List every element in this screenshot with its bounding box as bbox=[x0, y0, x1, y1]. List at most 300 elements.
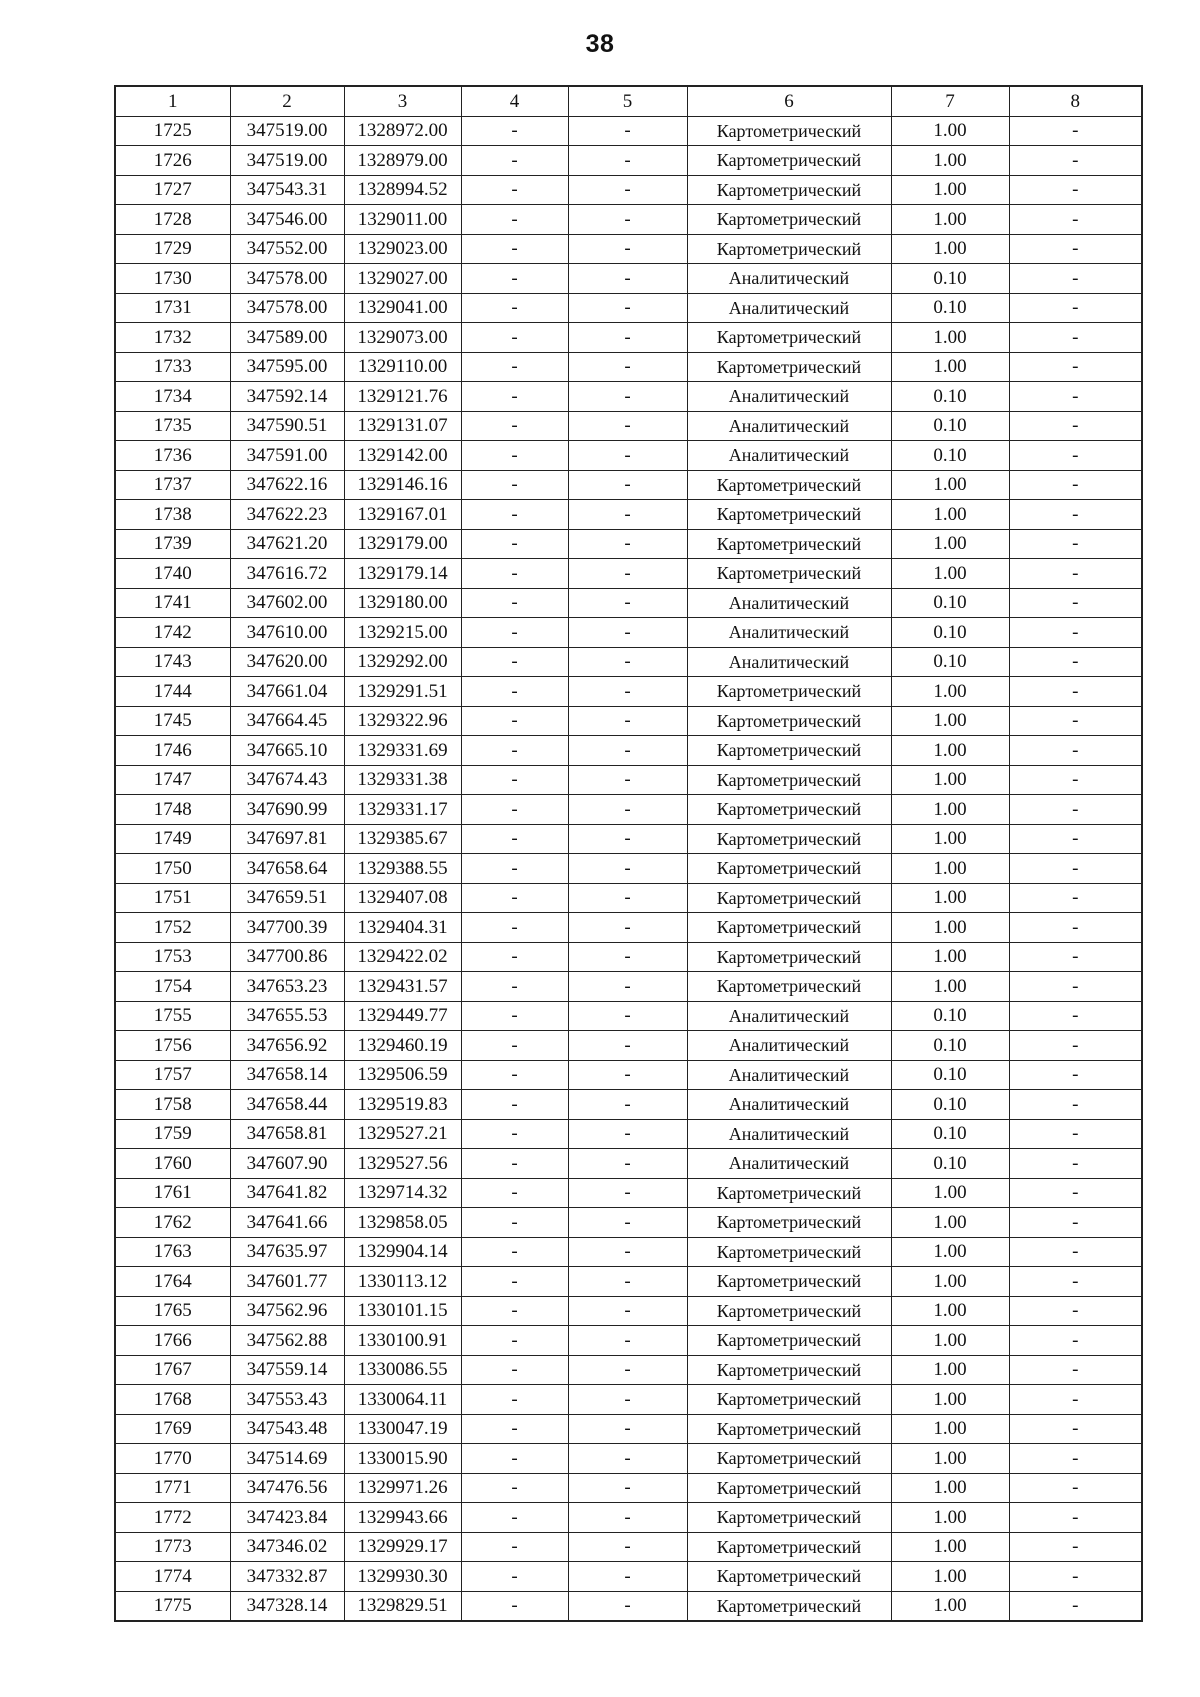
table-cell-col-1: 1769 bbox=[115, 1414, 230, 1444]
table-cell-col-5: - bbox=[568, 795, 687, 825]
table-cell-col-2: 347476.56 bbox=[230, 1473, 344, 1503]
table-cell-col-7: 1.00 bbox=[891, 1532, 1009, 1562]
table-cell-col-3: 1329929.17 bbox=[344, 1532, 461, 1562]
table-cell-col-2: 347592.14 bbox=[230, 382, 344, 412]
table-cell-col-4: - bbox=[461, 1414, 568, 1444]
table-cell-col-3: 1328979.00 bbox=[344, 146, 461, 176]
table-cell-col-3: 1328994.52 bbox=[344, 175, 461, 205]
table-cell-col-1: 1725 bbox=[115, 116, 230, 146]
table-cell-col-3: 1329180.00 bbox=[344, 588, 461, 618]
table-cell-col-4: - bbox=[461, 116, 568, 146]
table-cell-col-5: - bbox=[568, 913, 687, 943]
table-cell-col-1: 1766 bbox=[115, 1326, 230, 1356]
table-cell-col-7: 1.00 bbox=[891, 559, 1009, 589]
table-cell-col-6: Картометрический bbox=[687, 942, 891, 972]
table-cell-col-7: 1.00 bbox=[891, 234, 1009, 264]
table-cell-col-8: - bbox=[1009, 1001, 1142, 1031]
table-row bbox=[115, 352, 1142, 382]
table-header-row bbox=[115, 86, 1142, 116]
table-row bbox=[115, 205, 1142, 235]
table-cell-col-2: 347664.45 bbox=[230, 706, 344, 736]
table-cell-col-7: 0.10 bbox=[891, 441, 1009, 471]
table-cell-col-7: 1.00 bbox=[891, 1562, 1009, 1592]
table-cell-col-2: 347659.51 bbox=[230, 883, 344, 913]
table-cell-col-2: 347641.82 bbox=[230, 1178, 344, 1208]
table-cell-col-5: - bbox=[568, 1149, 687, 1179]
table-cell-col-8: - bbox=[1009, 1473, 1142, 1503]
table-cell-col-5: - bbox=[568, 1473, 687, 1503]
table-cell-col-2: 347658.64 bbox=[230, 854, 344, 884]
table-cell-col-4: - bbox=[461, 1355, 568, 1385]
table-cell-col-3: 1330015.90 bbox=[344, 1444, 461, 1474]
table-row bbox=[115, 913, 1142, 943]
table-cell-col-3: 1329904.14 bbox=[344, 1237, 461, 1267]
table-row bbox=[115, 824, 1142, 854]
table-cell-col-8: - bbox=[1009, 854, 1142, 884]
table-row bbox=[115, 1267, 1142, 1297]
table-cell-col-5: - bbox=[568, 293, 687, 323]
table-row bbox=[115, 677, 1142, 707]
table-cell-col-8: - bbox=[1009, 1532, 1142, 1562]
table-cell-col-1: 1756 bbox=[115, 1031, 230, 1061]
table-cell-col-4: - bbox=[461, 1562, 568, 1592]
table-cell-col-7: 1.00 bbox=[891, 529, 1009, 559]
table-cell-col-2: 347519.00 bbox=[230, 116, 344, 146]
table-cell-col-8: - bbox=[1009, 1208, 1142, 1238]
table-cell-col-7: 1.00 bbox=[891, 1267, 1009, 1297]
table-cell-col-5: - bbox=[568, 736, 687, 766]
table-cell-col-1: 1749 bbox=[115, 824, 230, 854]
table-cell-col-8: - bbox=[1009, 972, 1142, 1002]
table-row bbox=[115, 1090, 1142, 1120]
table-cell-col-3: 1329331.17 bbox=[344, 795, 461, 825]
table-cell-col-2: 347658.14 bbox=[230, 1060, 344, 1090]
table-cell-col-7: 1.00 bbox=[891, 854, 1009, 884]
table-row bbox=[115, 293, 1142, 323]
table-cell-col-7: 1.00 bbox=[891, 942, 1009, 972]
table-cell-col-3: 1329322.96 bbox=[344, 706, 461, 736]
table-cell-col-3: 1329714.32 bbox=[344, 1178, 461, 1208]
table-cell-col-7: 1.00 bbox=[891, 500, 1009, 530]
table-cell-col-2: 347514.69 bbox=[230, 1444, 344, 1474]
table-cell-col-4: - bbox=[461, 765, 568, 795]
table-cell-col-7: 1.00 bbox=[891, 470, 1009, 500]
table-cell-col-7: 1.00 bbox=[891, 972, 1009, 1002]
table-cell-col-1: 1726 bbox=[115, 146, 230, 176]
page-number: 38 bbox=[585, 30, 615, 58]
table-cell-col-5: - bbox=[568, 1267, 687, 1297]
table-row bbox=[115, 883, 1142, 913]
table-cell-col-8: - bbox=[1009, 1562, 1142, 1592]
table-cell-col-6: Картометрический bbox=[687, 352, 891, 382]
table-cell-col-7: 1.00 bbox=[891, 1444, 1009, 1474]
table-cell-col-7: 0.10 bbox=[891, 382, 1009, 412]
table-cell-col-7: 0.10 bbox=[891, 1119, 1009, 1149]
table-cell-col-4: - bbox=[461, 1532, 568, 1562]
table-cell-col-8: - bbox=[1009, 411, 1142, 441]
table-cell-col-6: Картометрический bbox=[687, 116, 891, 146]
table-cell-col-7: 0.10 bbox=[891, 293, 1009, 323]
table-cell-col-6: Картометрический bbox=[687, 500, 891, 530]
table-cell-col-3: 1329527.21 bbox=[344, 1119, 461, 1149]
table-cell-col-2: 347658.44 bbox=[230, 1090, 344, 1120]
table-cell-col-8: - bbox=[1009, 647, 1142, 677]
table-cell-col-3: 1329422.02 bbox=[344, 942, 461, 972]
table-cell-col-3: 1329404.31 bbox=[344, 913, 461, 943]
table-cell-col-2: 347620.00 bbox=[230, 647, 344, 677]
table-cell-col-2: 347665.10 bbox=[230, 736, 344, 766]
table-cell-col-5: - bbox=[568, 765, 687, 795]
table-cell-col-6: Аналитический bbox=[687, 411, 891, 441]
table-cell-col-7: 1.00 bbox=[891, 1355, 1009, 1385]
table-cell-col-7: 1.00 bbox=[891, 677, 1009, 707]
table-cell-col-2: 347607.90 bbox=[230, 1149, 344, 1179]
table-cell-col-5: - bbox=[568, 1178, 687, 1208]
table-cell-col-3: 1329385.67 bbox=[344, 824, 461, 854]
table-cell-col-8: - bbox=[1009, 1149, 1142, 1179]
table-cell-col-6: Картометрический bbox=[687, 972, 891, 1002]
table-cell-col-4: - bbox=[461, 1385, 568, 1415]
table-cell-col-8: - bbox=[1009, 942, 1142, 972]
table-cell-col-4: - bbox=[461, 795, 568, 825]
table-cell-col-2: 347622.23 bbox=[230, 500, 344, 530]
table-row bbox=[115, 1296, 1142, 1326]
table-row bbox=[115, 1208, 1142, 1238]
table-cell-col-5: - bbox=[568, 411, 687, 441]
table-cell-col-8: - bbox=[1009, 352, 1142, 382]
table-cell-col-6: Картометрический bbox=[687, 234, 891, 264]
table-cell-col-5: - bbox=[568, 588, 687, 618]
table-cell-col-3: 1329431.57 bbox=[344, 972, 461, 1002]
table-cell-col-7: 1.00 bbox=[891, 205, 1009, 235]
table-row bbox=[115, 588, 1142, 618]
table-cell-col-2: 347616.72 bbox=[230, 559, 344, 589]
table-cell-col-4: - bbox=[461, 1119, 568, 1149]
table-cell-col-3: 1329023.00 bbox=[344, 234, 461, 264]
table-cell-col-8: - bbox=[1009, 1060, 1142, 1090]
table-cell-col-1: 1732 bbox=[115, 323, 230, 353]
table-cell-col-6: Картометрический bbox=[687, 765, 891, 795]
coordinates-table bbox=[114, 85, 1143, 1622]
table-cell-col-3: 1329460.19 bbox=[344, 1031, 461, 1061]
table-row bbox=[115, 500, 1142, 530]
table-cell-col-6: Картометрический bbox=[687, 677, 891, 707]
table-cell-col-3: 1329829.51 bbox=[344, 1591, 461, 1621]
table-cell-col-6: Картометрический bbox=[687, 854, 891, 884]
table-cell-col-1: 1770 bbox=[115, 1444, 230, 1474]
table-cell-col-4: - bbox=[461, 411, 568, 441]
table-cell-col-1: 1765 bbox=[115, 1296, 230, 1326]
table-cell-col-6: Картометрический bbox=[687, 1591, 891, 1621]
table-row bbox=[115, 441, 1142, 471]
table-cell-col-5: - bbox=[568, 352, 687, 382]
table-cell-col-2: 347562.88 bbox=[230, 1326, 344, 1356]
table-cell-col-8: - bbox=[1009, 795, 1142, 825]
table-cell-col-8: - bbox=[1009, 883, 1142, 913]
table-cell-col-5: - bbox=[568, 1326, 687, 1356]
table-row bbox=[115, 234, 1142, 264]
table-cell-col-6: Аналитический bbox=[687, 647, 891, 677]
table-cell-col-3: 1329331.38 bbox=[344, 765, 461, 795]
table-cell-col-6: Аналитический bbox=[687, 382, 891, 412]
table-cell-col-4: - bbox=[461, 559, 568, 589]
table-cell-col-5: - bbox=[568, 1119, 687, 1149]
table-cell-col-4: - bbox=[461, 441, 568, 471]
table-cell-col-6: Картометрический bbox=[687, 1414, 891, 1444]
table-cell-col-5: - bbox=[568, 234, 687, 264]
table-cell-col-2: 347621.20 bbox=[230, 529, 344, 559]
table-cell-col-4: - bbox=[461, 1326, 568, 1356]
table-row bbox=[115, 559, 1142, 589]
table-cell-col-8: - bbox=[1009, 234, 1142, 264]
table-cell-col-4: - bbox=[461, 972, 568, 1002]
table-cell-col-2: 347591.00 bbox=[230, 441, 344, 471]
table-row bbox=[115, 1355, 1142, 1385]
table-cell-col-3: 1329110.00 bbox=[344, 352, 461, 382]
table-cell-col-8: - bbox=[1009, 1237, 1142, 1267]
table-cell-col-1: 1767 bbox=[115, 1355, 230, 1385]
table-cell-col-7: 1.00 bbox=[891, 1326, 1009, 1356]
table-cell-col-5: - bbox=[568, 500, 687, 530]
column-header-6: 6 bbox=[687, 86, 891, 116]
table-cell-col-1: 1737 bbox=[115, 470, 230, 500]
table-cell-col-3: 1329858.05 bbox=[344, 1208, 461, 1238]
table-cell-col-1: 1750 bbox=[115, 854, 230, 884]
table-cell-col-8: - bbox=[1009, 1267, 1142, 1297]
table-cell-col-4: - bbox=[461, 1060, 568, 1090]
table-cell-col-7: 1.00 bbox=[891, 1296, 1009, 1326]
table-cell-col-3: 1329527.56 bbox=[344, 1149, 461, 1179]
table-cell-col-1: 1744 bbox=[115, 677, 230, 707]
table-cell-col-8: - bbox=[1009, 529, 1142, 559]
table-cell-col-4: - bbox=[461, 824, 568, 854]
table-cell-col-3: 1329930.30 bbox=[344, 1562, 461, 1592]
column-header-7: 7 bbox=[891, 86, 1009, 116]
table-cell-col-1: 1755 bbox=[115, 1001, 230, 1031]
table-cell-col-2: 347423.84 bbox=[230, 1503, 344, 1533]
table-cell-col-6: Аналитический bbox=[687, 293, 891, 323]
table-cell-col-2: 347697.81 bbox=[230, 824, 344, 854]
table-cell-col-8: - bbox=[1009, 264, 1142, 294]
table-cell-col-6: Картометрический bbox=[687, 736, 891, 766]
table-cell-col-7: 0.10 bbox=[891, 1060, 1009, 1090]
table-cell-col-4: - bbox=[461, 706, 568, 736]
table-cell-col-6: Аналитический bbox=[687, 441, 891, 471]
table-cell-col-3: 1329506.59 bbox=[344, 1060, 461, 1090]
table-cell-col-3: 1329519.83 bbox=[344, 1090, 461, 1120]
table-cell-col-6: Картометрический bbox=[687, 205, 891, 235]
table-cell-col-4: - bbox=[461, 1090, 568, 1120]
table-cell-col-7: 1.00 bbox=[891, 1178, 1009, 1208]
table-row bbox=[115, 854, 1142, 884]
table-cell-col-6: Картометрический bbox=[687, 1267, 891, 1297]
table-cell-col-5: - bbox=[568, 824, 687, 854]
table-cell-col-4: - bbox=[461, 529, 568, 559]
table-row bbox=[115, 1326, 1142, 1356]
table-cell-col-7: 1.00 bbox=[891, 1473, 1009, 1503]
table-cell-col-8: - bbox=[1009, 824, 1142, 854]
table-cell-col-2: 347610.00 bbox=[230, 618, 344, 648]
table-cell-col-8: - bbox=[1009, 677, 1142, 707]
table-cell-col-8: - bbox=[1009, 1444, 1142, 1474]
table-cell-col-7: 1.00 bbox=[891, 1414, 1009, 1444]
table-cell-col-1: 1761 bbox=[115, 1178, 230, 1208]
table-cell-col-1: 1735 bbox=[115, 411, 230, 441]
table-cell-col-5: - bbox=[568, 1503, 687, 1533]
table-cell-col-1: 1727 bbox=[115, 175, 230, 205]
table-cell-col-5: - bbox=[568, 1414, 687, 1444]
table-cell-col-4: - bbox=[461, 234, 568, 264]
table-cell-col-1: 1771 bbox=[115, 1473, 230, 1503]
table-cell-col-6: Картометрический bbox=[687, 1444, 891, 1474]
table-cell-col-5: - bbox=[568, 1001, 687, 1031]
table-cell-col-3: 1329131.07 bbox=[344, 411, 461, 441]
table-cell-col-1: 1773 bbox=[115, 1532, 230, 1562]
table-row bbox=[115, 175, 1142, 205]
table-cell-col-8: - bbox=[1009, 323, 1142, 353]
table-cell-col-5: - bbox=[568, 854, 687, 884]
table-cell-col-4: - bbox=[461, 1296, 568, 1326]
table-cell-col-1: 1764 bbox=[115, 1267, 230, 1297]
table-row bbox=[115, 1562, 1142, 1592]
table-cell-col-6: Картометрический bbox=[687, 1178, 891, 1208]
table-cell-col-2: 347578.00 bbox=[230, 264, 344, 294]
table-cell-col-6: Картометрический bbox=[687, 323, 891, 353]
table-cell-col-5: - bbox=[568, 618, 687, 648]
table-cell-col-6: Картометрический bbox=[687, 1473, 891, 1503]
table-cell-col-4: - bbox=[461, 205, 568, 235]
table-cell-col-4: - bbox=[461, 677, 568, 707]
table-cell-col-1: 1757 bbox=[115, 1060, 230, 1090]
table-cell-col-6: Аналитический bbox=[687, 1060, 891, 1090]
table-cell-col-7: 1.00 bbox=[891, 765, 1009, 795]
table-cell-col-1: 1734 bbox=[115, 382, 230, 412]
table-cell-col-4: - bbox=[461, 146, 568, 176]
table-cell-col-5: - bbox=[568, 1208, 687, 1238]
table-cell-col-5: - bbox=[568, 382, 687, 412]
table-cell-col-6: Картометрический bbox=[687, 706, 891, 736]
table-cell-col-1: 1768 bbox=[115, 1385, 230, 1415]
table-row bbox=[115, 706, 1142, 736]
table-cell-col-5: - bbox=[568, 1355, 687, 1385]
table-cell-col-1: 1762 bbox=[115, 1208, 230, 1238]
table-cell-col-7: 1.00 bbox=[891, 1591, 1009, 1621]
table-cell-col-2: 347700.86 bbox=[230, 942, 344, 972]
table-cell-col-1: 1760 bbox=[115, 1149, 230, 1179]
table-cell-col-6: Картометрический bbox=[687, 470, 891, 500]
table-cell-col-2: 347559.14 bbox=[230, 1355, 344, 1385]
table-cell-col-8: - bbox=[1009, 1178, 1142, 1208]
table-cell-col-4: - bbox=[461, 1237, 568, 1267]
table-cell-col-1: 1739 bbox=[115, 529, 230, 559]
table-cell-col-2: 347674.43 bbox=[230, 765, 344, 795]
table-cell-col-1: 1774 bbox=[115, 1562, 230, 1592]
table-row bbox=[115, 765, 1142, 795]
table-cell-col-5: - bbox=[568, 883, 687, 913]
table-cell-col-3: 1329291.51 bbox=[344, 677, 461, 707]
table-row bbox=[115, 1385, 1142, 1415]
table-cell-col-6: Аналитический bbox=[687, 1090, 891, 1120]
table-cell-col-2: 347635.97 bbox=[230, 1237, 344, 1267]
table-row bbox=[115, 1001, 1142, 1031]
table-cell-col-8: - bbox=[1009, 441, 1142, 471]
table-row bbox=[115, 1149, 1142, 1179]
table-cell-col-8: - bbox=[1009, 175, 1142, 205]
table-cell-col-4: - bbox=[461, 942, 568, 972]
table-cell-col-4: - bbox=[461, 647, 568, 677]
table-row bbox=[115, 146, 1142, 176]
table-cell-col-8: - bbox=[1009, 293, 1142, 323]
table-cell-col-5: - bbox=[568, 677, 687, 707]
table-cell-col-1: 1728 bbox=[115, 205, 230, 235]
table-cell-col-7: 0.10 bbox=[891, 588, 1009, 618]
table-cell-col-8: - bbox=[1009, 1355, 1142, 1385]
table-cell-col-7: 1.00 bbox=[891, 1503, 1009, 1533]
table-cell-col-4: - bbox=[461, 1444, 568, 1474]
column-header-5: 5 bbox=[568, 86, 687, 116]
table-cell-col-8: - bbox=[1009, 1119, 1142, 1149]
table-cell-col-7: 1.00 bbox=[891, 824, 1009, 854]
table-cell-col-8: - bbox=[1009, 470, 1142, 500]
table-cell-col-1: 1772 bbox=[115, 1503, 230, 1533]
table-cell-col-3: 1329121.76 bbox=[344, 382, 461, 412]
table-cell-col-4: - bbox=[461, 854, 568, 884]
table-cell-col-8: - bbox=[1009, 500, 1142, 530]
table-cell-col-4: - bbox=[461, 382, 568, 412]
table-cell-col-4: - bbox=[461, 1031, 568, 1061]
table-cell-col-3: 1329292.00 bbox=[344, 647, 461, 677]
table-cell-col-7: 1.00 bbox=[891, 736, 1009, 766]
table-row bbox=[115, 795, 1142, 825]
table-cell-col-3: 1330047.19 bbox=[344, 1414, 461, 1444]
table-cell-col-4: - bbox=[461, 1267, 568, 1297]
table-row bbox=[115, 1503, 1142, 1533]
table-cell-col-6: Аналитический bbox=[687, 588, 891, 618]
table-cell-col-6: Картометрический bbox=[687, 529, 891, 559]
table-cell-col-5: - bbox=[568, 1444, 687, 1474]
table-cell-col-1: 1759 bbox=[115, 1119, 230, 1149]
table-row bbox=[115, 323, 1142, 353]
table-cell-col-8: - bbox=[1009, 1385, 1142, 1415]
table-cell-col-7: 1.00 bbox=[891, 913, 1009, 943]
table-cell-col-3: 1328972.00 bbox=[344, 116, 461, 146]
table-cell-col-4: - bbox=[461, 883, 568, 913]
table-cell-col-6: Картометрический bbox=[687, 1326, 891, 1356]
table-cell-col-3: 1329146.16 bbox=[344, 470, 461, 500]
table-cell-col-8: - bbox=[1009, 1414, 1142, 1444]
table-cell-col-8: - bbox=[1009, 382, 1142, 412]
table-cell-col-4: - bbox=[461, 470, 568, 500]
table-cell-col-8: - bbox=[1009, 116, 1142, 146]
table-row bbox=[115, 470, 1142, 500]
table-cell-col-3: 1329041.00 bbox=[344, 293, 461, 323]
table-cell-col-2: 347595.00 bbox=[230, 352, 344, 382]
table-cell-col-8: - bbox=[1009, 205, 1142, 235]
table-cell-col-1: 1748 bbox=[115, 795, 230, 825]
table-row bbox=[115, 382, 1142, 412]
table-cell-col-8: - bbox=[1009, 1503, 1142, 1533]
table-cell-col-4: - bbox=[461, 323, 568, 353]
table-cell-col-4: - bbox=[461, 293, 568, 323]
table-cell-col-7: 1.00 bbox=[891, 795, 1009, 825]
table-cell-col-4: - bbox=[461, 1149, 568, 1179]
table-cell-col-5: - bbox=[568, 264, 687, 294]
table-cell-col-5: - bbox=[568, 942, 687, 972]
table-cell-col-8: - bbox=[1009, 1031, 1142, 1061]
table-cell-col-7: 0.10 bbox=[891, 1031, 1009, 1061]
table-cell-col-1: 1729 bbox=[115, 234, 230, 264]
table-cell-col-6: Картометрический bbox=[687, 146, 891, 176]
